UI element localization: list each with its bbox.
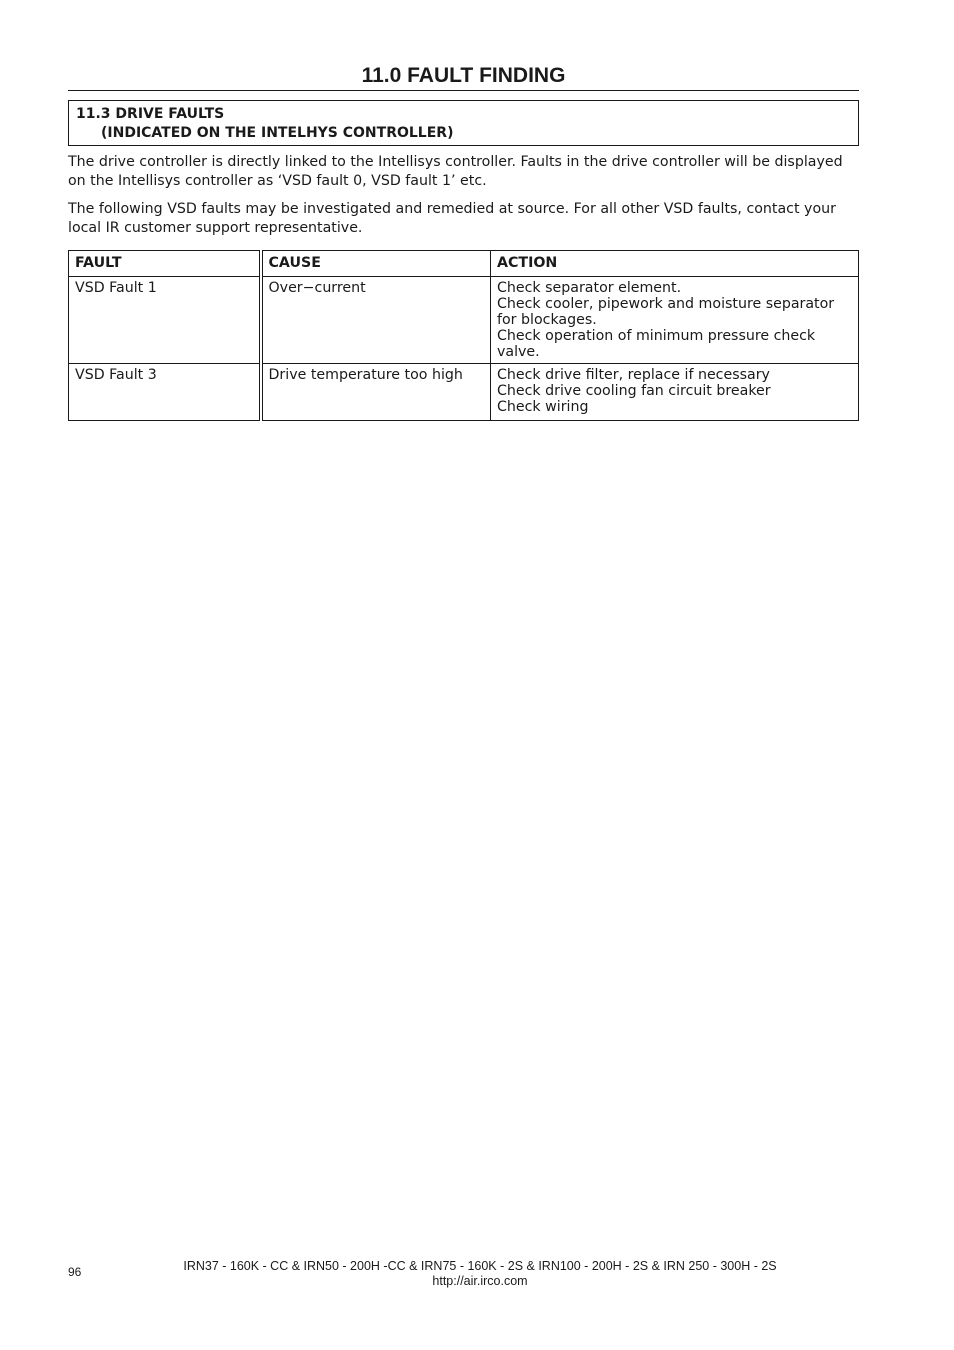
footer-url: http://air.irco.com	[432, 1274, 528, 1288]
page-number: 96	[68, 1265, 82, 1279]
action-item: Check wiring	[497, 399, 589, 415]
instruction-paragraph: The following VSD faults may be investigated and remedied at source. For all other VSD faults, contact your local IR customer support representative.	[68, 201, 836, 236]
title-divider	[68, 90, 859, 91]
column-header-fault: FAULT	[69, 251, 261, 277]
action-item: Check drive cooling fan circuit breaker	[497, 383, 771, 399]
action-item: Check cooler, pipework and moisture separator for blockages.	[497, 296, 835, 328]
column-header-action: ACTION	[491, 251, 859, 277]
cause-cell: Over−current	[261, 277, 491, 364]
footer-models: IRN37 - 160K - CC & IRN50 - 200H -CC & IRN75 - 160K - 2S & IRN100 - 200H - 2S & IRN 250 - 300H - 2S	[183, 1259, 777, 1273]
fault-table	[68, 250, 859, 421]
page-title: 11.0 FAULT FINDING	[361, 64, 566, 87]
fault-cell: VSD Fault 1	[69, 277, 261, 364]
fault-cell: VSD Fault 3	[69, 364, 261, 421]
section-subtitle: (INDICATED ON THE INTELHYS CONTROLLER)	[101, 125, 454, 141]
action-item: Check operation of minimum pressure check valve.	[497, 328, 816, 360]
page-footer	[150, 1259, 810, 1289]
cause-cell: Drive temperature too high	[261, 364, 491, 421]
action-item: Check drive filter, replace if necessary	[497, 367, 770, 383]
action-item: Check separator element.	[497, 280, 682, 296]
table-row	[69, 364, 859, 421]
section-heading-box	[68, 100, 859, 146]
column-header-cause: CAUSE	[261, 251, 491, 277]
action-cell	[491, 364, 859, 421]
table-header-row	[69, 251, 859, 277]
section-title: 11.3 DRIVE FAULTS	[76, 106, 225, 122]
table-row	[69, 277, 859, 364]
intro-paragraph: The drive controller is directly linked to the Intellisys controller. Faults in the drive controller will be displayed on the Intellisys controller as ‘VSD fault 0, VSD fault 1’ etc.	[68, 154, 843, 189]
action-cell	[491, 277, 859, 364]
